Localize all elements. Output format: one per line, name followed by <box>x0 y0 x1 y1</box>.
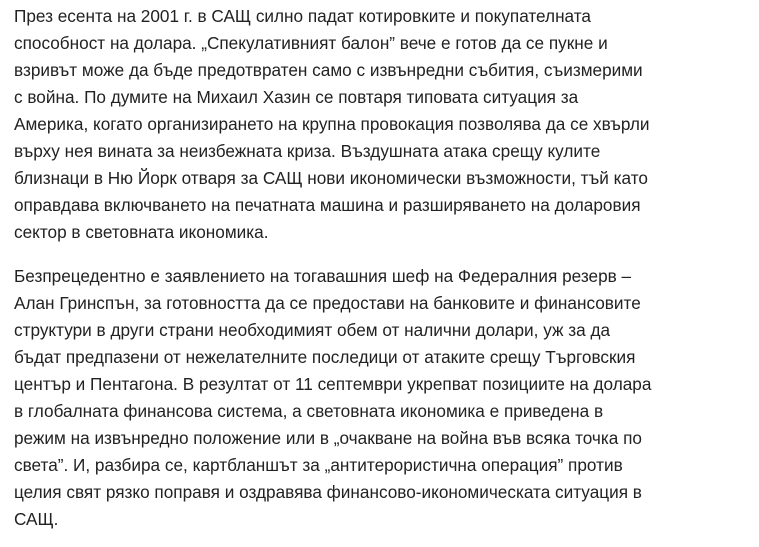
text-line: близнаци в Ню Йорк отваря за САЩ нови икономически възможности, тъй като <box>14 168 648 188</box>
text-line: способност на долара. „Спекулативният балон” вече е готов да се пукне и <box>14 33 608 53</box>
paragraph-1 <box>14 3 650 246</box>
text-line: структури в други страни необходимият обем от налични долари, уж за да <box>14 320 611 340</box>
text-line: върху нея вината за неизбежната криза. Въздушната атака срещу кулите <box>14 141 601 161</box>
text-line: оправдава включването на печатната машина и разширяването на доларовия <box>14 195 641 215</box>
text-line: с война. По думите на Михаил Хазин се повтаря типовата ситуация за <box>14 87 579 107</box>
paragraph-2 <box>14 263 651 533</box>
text-line: През есента на 2001 г. в САЩ силно падат котировките и покупателната <box>14 6 591 26</box>
text-line: режим на извънредно положение или в „очакване на война във всяка точка по <box>14 428 642 448</box>
text-line: целия свят рязко поправя и оздравява финансово-икономическата ситуация в <box>14 482 642 502</box>
text-line: Алан Гринспън, за готовността да се предостави на банковите и финансовите <box>14 293 641 313</box>
text-line: център и Пентагона. В резултат от 11 септември укрепват позициите на долара <box>14 374 652 394</box>
text-line: взривът може да бъде предотвратен само с извънредни събития, съизмерими <box>14 60 643 80</box>
text-line: Америка, когато организирането на крупна провокация позволява да се хвърли <box>14 114 650 134</box>
text-line: сектор в световната икономика. <box>14 222 269 242</box>
text-line: в глобалната финансова система, а световната икономика е приведена в <box>14 401 604 421</box>
text-line: Безпрецедентно е заявлението на тогавашния шеф на Федералния резерв – <box>14 266 632 286</box>
text-line: САЩ. <box>14 509 59 529</box>
text-line: света”. И, разбира се, картбланшът за „антитерористична операция” против <box>14 455 623 475</box>
text-line: бъдат предпазени от нежелателните последици от атаките срещу Търговския <box>14 347 636 367</box>
